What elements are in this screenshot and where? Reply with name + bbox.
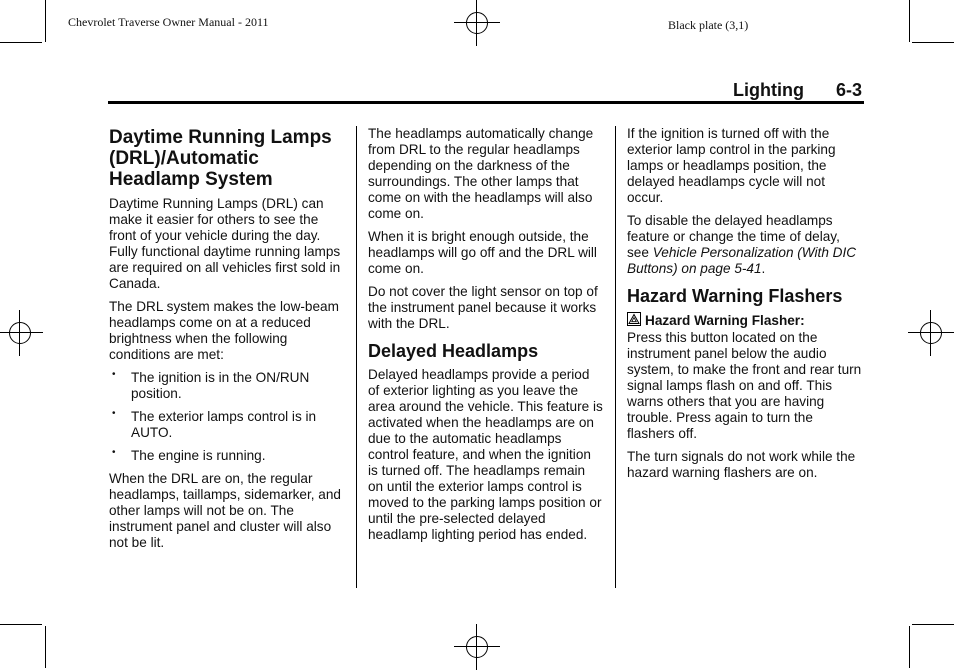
registration-mark-top [462,8,492,38]
column-2 [368,126,603,550]
list-item [109,370,344,402]
registration-mark-bottom [462,632,492,662]
crop-mark [909,0,910,42]
drl-paragraph-1: Daytime Running Lamps (DRL) can make it easier for others to see the front of your vehicle during the day. Fully functional daytime running lamps are required on all vehicles first sold in Canada. [109,196,341,291]
crop-mark [45,0,46,42]
hazard-paragraph [627,312,862,442]
drl-conditions-list [109,370,344,464]
crop-mark [912,624,954,625]
delayed-headlamps-paragraph: Delayed headlamps provide a period of exterior lighting as you leave the area around the vehicle. This feature is activated when the headlamps are on due to the automatic headlamps control feature, and when the ignition is turned off. The headlamps remain on until the exterior lamps control is moved to the parking lamps position or until the pre-selected delayed headlamp lighting period has ended. [368,367,603,542]
period: . [761,261,766,276]
drl-paragraph-4: The headlamps automatically change from DRL to the regular headlamps depending on the darkness of the surroundings. The other lamps that come on with the headlamps will also come on. [368,126,594,221]
crop-mark [0,42,42,43]
column-3 [627,126,862,488]
list-item [109,448,344,464]
bullet-icon: • [112,369,116,380]
column-1 [109,126,344,558]
crop-mark [0,624,42,625]
registration-mark-right [916,318,946,348]
disable-delay-text: To disable the delayed headlamps feature or change the time of delay, see [627,213,840,260]
bullet-icon: • [112,408,116,419]
hazard-paragraph-2: The turn signals do not work while the hazard warning flashers are on. [627,449,856,480]
list-item-text: The exterior lamps control is in AUTO. [131,409,317,440]
manual-title: Chevrolet Traverse Owner Manual - 2011 [68,15,269,29]
drl-paragraph-5: When it is bright enough outside, the headlamps will go off and the DRL will come on. [368,229,597,276]
page-reference-link[interactable]: Vehicle Personalization (With DIC Buttons) on page 5-41 [627,245,857,276]
plate-label: Black plate (3,1) [668,18,749,32]
delayed-headlamps-heading: Delayed Headlamps [368,341,539,361]
hazard-triangle-icon [627,312,641,330]
list-item [109,409,344,441]
column-divider [356,126,357,588]
section-rule [108,101,864,104]
hazard-label: Hazard Warning Flasher: [645,313,805,328]
drl-paragraph-3: When the DRL are on, the regular headlamps, taillamps, sidemarker, and other lamps will not be on. The instrument panel and cluster will also not be lit. [109,471,341,550]
drl-heading: Daytime Running Lamps (DRL)/Automatic Headlamp System [109,127,332,190]
list-item-text: The ignition is in the ON/RUN position. [131,370,310,401]
registration-mark-left [5,318,35,348]
hazard-text: Press this button located on the instrument panel below the audio system, to make the front and rear turn signal lamps flash on and off. This warns others that you are having trouble. Press again to turn the flashers off. [627,330,862,441]
drl-paragraph-6: Do not cover the light sensor on top of the instrument panel because it works with the DRL. [368,284,598,331]
crop-mark [909,626,910,668]
section-title: Lighting [733,80,804,100]
list-item-text: The engine is running. [131,448,266,463]
disable-delay-paragraph [627,213,862,277]
delayed-headlamps-paragraph-2: If the ignition is turned off with the exterior lamp control in the parking lamps or headlamps position, the delayed headlamps cycle will not occur. [627,126,836,205]
crop-mark [45,626,46,668]
crop-mark [912,42,954,43]
hazard-heading: Hazard Warning Flashers [627,286,843,306]
column-divider [615,126,616,588]
bullet-icon: • [112,447,116,458]
page-number: 6-3 [836,80,863,100]
drl-paragraph-2: The DRL system makes the low-beam headlamps come on at a reduced brightness when the following conditions are met: [109,299,339,362]
